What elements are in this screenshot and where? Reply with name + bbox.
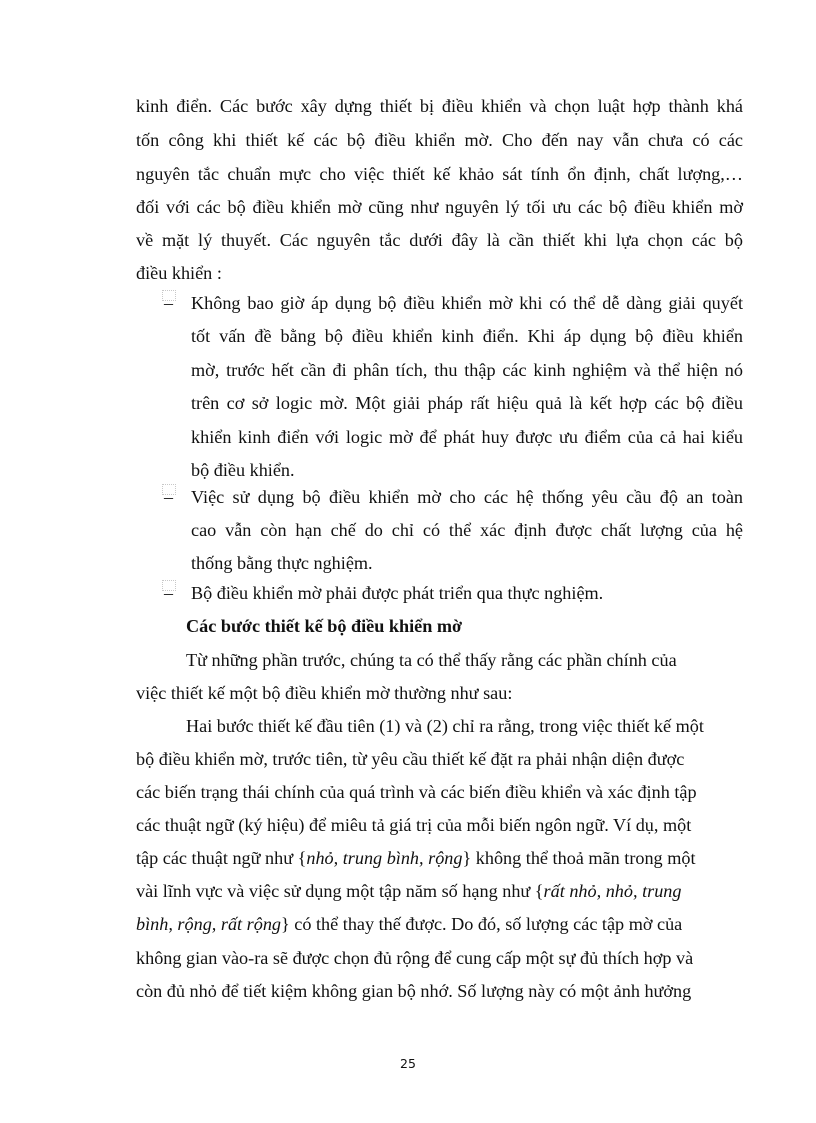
paragraph-line: việc thiết kế một bộ điều khiển mờ thường như sau: xyxy=(136,683,513,703)
paragraph-line xyxy=(136,846,696,870)
bullet-line: bộ điều khiển. xyxy=(191,460,295,480)
section-heading: Các bước thiết kế bộ điều khiển mờ xyxy=(186,616,463,636)
paragraph-line: các thuật ngữ (ký hiệu) để miêu tả giá trị của mỗi biến ngôn ngữ. Ví dụ, một xyxy=(136,815,692,835)
paragraph-line: còn đủ nhỏ để tiết kiệm không gian bộ nhớ. Số lượng này có một ảnh hưởng xyxy=(136,981,692,1001)
text-run: } có thể thay thế được. Do đó, số lượng các tập mờ của xyxy=(281,914,683,934)
bullet-dash: – xyxy=(164,487,173,507)
bullet-line: Không bao giờ áp dụng bộ điều khiển mờ khi có thể dễ dàng giải quyết xyxy=(191,293,743,313)
bullet-line: trên cơ sở logic mờ. Một giải pháp rất hiệu quả là kết hợp các bộ điều xyxy=(191,393,743,413)
paragraph-line: các biến trạng thái chính của quá trình và các biến điều khiển và xác định tập xyxy=(136,782,697,802)
bullet-dash: – xyxy=(164,293,173,313)
paragraph-line: Hai bước thiết kế đầu tiên (1) và (2) chỉ ra rằng, trong việc thiết kế một xyxy=(186,716,704,736)
paragraph-line: tốn công khi thiết kế các bộ điều khiển mờ. Cho đến nay vẫn chưa có các xyxy=(136,130,743,150)
paragraph-line: đối với các bộ điều khiển mờ cũng như nguyên lý tối ưu các bộ điều khiển mờ xyxy=(136,197,743,217)
bullet-line: tốt vấn đề bằng bộ điều khiển kinh điển. Khi áp dụng bộ điều khiển xyxy=(191,326,743,346)
paragraph-line: về mặt lý thuyết. Các nguyên tắc dưới đây là cần thiết khi lựa chọn các bộ xyxy=(136,230,743,250)
bullet-dash: – xyxy=(164,583,173,603)
paragraph-line: nguyên tắc chuẩn mực cho việc thiết kế khảo sát tính ổn định, chất lượng,… xyxy=(136,164,743,184)
text-run: } không thể thoả mãn trong một xyxy=(462,848,696,868)
text-run: tập các thuật ngữ như { xyxy=(136,848,307,868)
paragraph-line: bộ điều khiển mờ, trước tiên, từ yêu cầu thiết kế đặt ra phải nhận diện được xyxy=(136,749,685,769)
bullet-line: cao vẫn còn hạn chế do chỉ có thể xác định được chất lượng của hệ xyxy=(191,520,743,540)
bullet-line: Việc sử dụng bộ điều khiển mờ cho các hệ thống yêu cầu độ an toàn xyxy=(191,487,743,507)
bullet-line: Bộ điều khiển mờ phải được phát triển qua thực nghiệm. xyxy=(191,583,604,603)
page-number: 25 xyxy=(400,1056,416,1071)
italic-term-set: nhỏ, trung bình, rộng xyxy=(306,848,463,868)
text-run: vài lĩnh vực và việc sử dụng một tập năm số hạng như { xyxy=(136,881,544,901)
bullet-line: thống bằng thực nghiệm. xyxy=(191,553,373,573)
paragraph-line: điều khiển : xyxy=(136,263,222,283)
italic-term-set: rất nhỏ, nhỏ, trung xyxy=(543,881,682,901)
paragraph-line xyxy=(136,879,681,903)
bullet-line: khiển kinh điển với logic mờ để phát huy được ưu điểm của cả hai kiểu xyxy=(191,427,743,447)
paragraph-line xyxy=(136,912,682,936)
paragraph-line: Từ những phần trước, chúng ta có thể thấy rằng các phần chính của xyxy=(186,650,677,670)
bullet-line: mờ, trước hết cần đi phân tích, thu thập các kinh nghiệm và thể hiện nó xyxy=(191,360,743,380)
paragraph-line: không gian vào-ra sẽ được chọn đủ rộng để cung cấp một sự đủ thích hợp và xyxy=(136,948,694,968)
italic-term-set: bình, rộng, rất rộng xyxy=(136,914,282,934)
paragraph-line: kinh điển. Các bước xây dựng thiết bị điều khiển và chọn luật hợp thành khá xyxy=(136,96,743,116)
